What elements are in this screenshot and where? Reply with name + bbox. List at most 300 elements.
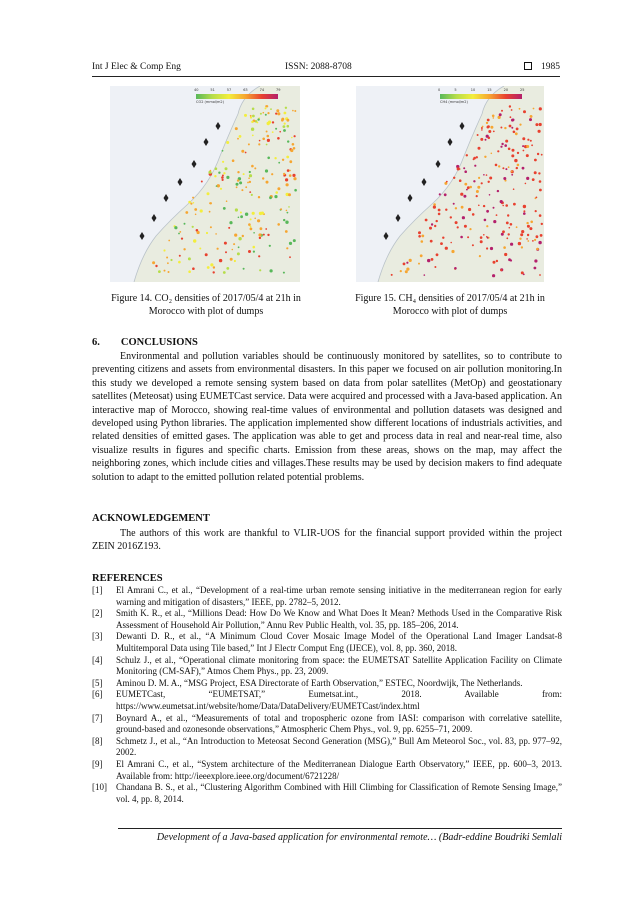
measurement-point <box>511 127 513 129</box>
measurement-point <box>459 179 462 182</box>
measurement-point <box>538 172 540 174</box>
measurement-point <box>285 230 288 233</box>
measurement-point <box>254 218 256 220</box>
figure-14-caption: Figure 14. CO₂ densities of 2017/05/4 at 21h in Morocco with plot of dumps <box>111 293 301 317</box>
measurement-point <box>245 152 247 154</box>
measurement-point <box>476 190 479 193</box>
measurement-point <box>238 237 241 240</box>
measurement-point <box>275 113 277 115</box>
measurement-point <box>526 177 529 180</box>
measurement-point <box>259 269 261 271</box>
measurement-point <box>534 159 537 162</box>
measurement-point <box>210 263 213 266</box>
references-heading: REFERENCES <box>92 573 163 584</box>
measurement-point <box>222 161 224 163</box>
measurement-point <box>518 242 521 245</box>
scale-tick-label: 63 <box>243 88 248 92</box>
measurement-point <box>261 212 264 215</box>
measurement-point <box>479 255 481 257</box>
scale-tick-label: 10 <box>470 88 476 92</box>
scale-tick-label: 51 <box>210 88 215 92</box>
measurement-point <box>425 219 428 222</box>
measurement-point <box>481 182 483 184</box>
measurement-point <box>237 252 240 255</box>
measurement-point <box>188 270 191 273</box>
reference-text: Schmetz J., et al., “An Introduction to Meteosat Second Generation (MSG),” Bull Am Meteorol Soc., vol. 83, pp. 977–92, 2002. <box>116 735 562 758</box>
measurement-point <box>252 212 255 215</box>
journal-name: Int J Elec & Comp Eng <box>92 62 181 72</box>
measurement-point <box>225 251 227 253</box>
measurement-point <box>474 165 476 167</box>
scale-tick-label: 74 <box>259 88 265 92</box>
measurement-point <box>166 257 168 259</box>
measurement-point <box>538 130 541 133</box>
measurement-point <box>270 269 273 272</box>
measurement-point <box>234 260 236 262</box>
measurement-point <box>508 148 511 151</box>
measurement-point <box>244 114 247 117</box>
measurement-point <box>517 152 519 154</box>
measurement-point <box>274 195 277 198</box>
measurement-point <box>431 258 434 261</box>
measurement-point <box>251 165 254 168</box>
measurement-point <box>480 240 483 243</box>
measurement-point <box>502 230 505 233</box>
measurement-point <box>266 181 269 184</box>
measurement-point <box>433 206 436 209</box>
measurement-point <box>510 243 513 246</box>
measurement-point <box>230 258 233 261</box>
measurement-point <box>513 188 515 190</box>
measurement-point <box>274 157 276 159</box>
measurement-point <box>249 174 252 177</box>
measurement-point <box>420 254 423 257</box>
measurement-point <box>271 173 273 175</box>
measurement-point <box>241 150 244 153</box>
measurement-point <box>429 227 432 230</box>
measurement-point <box>277 223 280 226</box>
measurement-point <box>168 240 170 242</box>
measurement-point <box>418 235 421 238</box>
measurement-point <box>522 137 525 140</box>
measurement-point <box>472 244 474 246</box>
measurement-point <box>492 274 495 277</box>
measurement-point <box>278 162 280 164</box>
measurement-point <box>391 274 393 276</box>
measurement-point <box>502 167 504 169</box>
measurement-point <box>259 140 261 142</box>
measurement-point <box>265 105 267 107</box>
measurement-point <box>490 247 493 250</box>
measurement-point <box>192 267 195 270</box>
measurement-point <box>192 226 194 228</box>
measurement-point <box>457 226 459 228</box>
measurement-point <box>193 239 196 242</box>
measurement-point <box>434 266 436 268</box>
measurement-point <box>260 227 263 230</box>
measurement-point <box>266 144 268 146</box>
measurement-point <box>222 175 224 177</box>
measurement-point <box>254 167 256 169</box>
measurement-point <box>289 174 292 177</box>
measurement-point <box>486 236 488 238</box>
measurement-point <box>268 121 271 124</box>
measurement-point <box>541 223 543 225</box>
measurement-point <box>193 202 195 204</box>
measurement-point <box>192 197 194 199</box>
measurement-point <box>232 249 234 251</box>
measurement-point <box>235 127 238 130</box>
reference-number: [5] <box>92 677 103 688</box>
measurement-point <box>430 240 433 243</box>
measurement-point <box>498 165 500 167</box>
measurement-point <box>275 191 278 194</box>
measurement-point <box>539 189 542 192</box>
reference-number: [6] <box>92 689 103 700</box>
measurement-point <box>277 137 280 140</box>
measurement-point <box>213 266 215 268</box>
measurement-point <box>284 112 287 115</box>
measurement-point <box>253 232 255 234</box>
references-list <box>92 585 562 805</box>
measurement-point <box>267 234 269 236</box>
measurement-point <box>243 268 245 270</box>
reference-text: Schulz J., et al., “Operational climate monitoring from space: the EUMETSAT Satellite Application Facility on Climate Monitoring (CM-SAF),” Atmos Chem Phys., pp. 23, 2009. <box>116 654 562 677</box>
measurement-point <box>486 210 489 213</box>
measurement-point <box>478 205 480 207</box>
measurement-point <box>269 196 272 199</box>
reference-number: [3] <box>92 631 103 642</box>
measurement-point <box>533 108 535 110</box>
measurement-point <box>530 221 533 224</box>
measurement-point <box>179 231 181 233</box>
measurement-point <box>285 221 288 224</box>
measurement-point <box>509 227 511 229</box>
reference-number: [9] <box>92 758 103 769</box>
measurement-point <box>276 109 279 112</box>
measurement-point <box>226 176 229 179</box>
measurement-point <box>495 164 498 167</box>
measurement-point <box>292 110 294 112</box>
measurement-point <box>288 193 291 196</box>
reference-number: [7] <box>92 712 103 723</box>
measurement-point <box>519 238 521 240</box>
measurement-point <box>252 108 255 111</box>
reference-number: [4] <box>92 654 103 665</box>
measurement-point <box>248 250 251 253</box>
measurement-point <box>462 216 465 219</box>
measurement-point <box>487 125 490 128</box>
reference-text: Chandana B. S., et al., “Clustering Algorithm Combined with Hill Climbing for Classification of Remote Sensing Image,” vol. 4, pp. 8, 2014. <box>116 782 562 804</box>
measurement-point <box>454 267 457 270</box>
measurement-point <box>170 259 172 261</box>
measurement-point <box>406 268 409 271</box>
measurement-point <box>287 140 289 142</box>
measurement-point <box>279 131 281 133</box>
measurement-point <box>489 194 491 196</box>
measurement-point <box>468 208 471 211</box>
map-svg <box>356 86 544 282</box>
measurement-point <box>258 196 260 198</box>
measurement-point <box>252 115 255 118</box>
measurement-point <box>400 270 402 272</box>
measurement-point <box>226 267 229 270</box>
measurement-point <box>282 159 284 161</box>
measurement-point <box>431 223 433 225</box>
measurement-point <box>450 216 452 218</box>
measurement-point <box>257 219 260 222</box>
measurement-point <box>293 147 296 150</box>
measurement-point <box>238 246 240 248</box>
measurement-point <box>257 118 259 120</box>
reference-text: Smith K. R., et al., “Millions Dead: How Do We Know and What Does It Mean? Methods Used in the Comparative Risk Assessment of Household Air Pollution,” Annu Rev Public Health, vol. 35, pp. 185–206, 2014. <box>116 608 562 630</box>
measurement-point <box>294 189 297 192</box>
measurement-point <box>289 160 292 163</box>
reference-item <box>92 782 562 805</box>
acknowledgement-heading: ACKNOWLEDGEMENT <box>92 513 210 524</box>
reference-item <box>92 608 562 631</box>
measurement-point <box>220 188 222 190</box>
measurement-point <box>531 144 533 146</box>
measurement-point <box>526 154 529 157</box>
measurement-point <box>233 243 235 245</box>
measurement-point <box>226 200 228 202</box>
reference-text: El Amrani C., et al., “System architecture of the Mediterranean Dialogue Earth Observatory,” IEEE, pp. 600–3, 2013. Available from: http://ieeexplore.ieee.org/document/6721228/ <box>116 758 562 781</box>
measurement-point <box>293 177 296 180</box>
measurement-point <box>250 115 252 117</box>
measurement-point <box>240 215 243 218</box>
measurement-point <box>234 234 237 237</box>
measurement-point <box>527 225 530 228</box>
measurement-point <box>267 135 270 138</box>
measurement-point <box>179 255 181 257</box>
measurement-point <box>164 270 166 272</box>
measurement-point <box>267 139 270 142</box>
measurement-point <box>461 206 464 209</box>
page-number-group <box>524 62 560 72</box>
measurement-point <box>463 195 466 198</box>
reference-text: EUMETCast, “EUMETSAT,” Eumetsat.int., 2018. Available from: https://www.eumetsat.int/website/home/Data/DataDelivery/EUMETCast/index.html <box>116 689 562 711</box>
measurement-point <box>534 267 537 270</box>
measurement-point <box>503 246 506 249</box>
measurement-point <box>502 205 504 207</box>
measurement-point <box>493 117 495 119</box>
measurement-point <box>480 236 483 239</box>
measurement-point <box>197 231 200 234</box>
measurement-point <box>527 240 529 242</box>
measurement-point <box>215 233 217 235</box>
measurement-point <box>527 234 529 236</box>
measurement-point <box>292 143 295 146</box>
measurement-point <box>527 139 529 141</box>
footer-rule <box>118 828 562 829</box>
measurement-point <box>523 205 526 208</box>
measurement-point <box>286 183 289 186</box>
measurement-point <box>210 226 212 228</box>
scale-tick-label: 5 <box>454 88 457 92</box>
measurement-point <box>517 164 520 167</box>
measurement-point <box>250 218 252 220</box>
measurement-point <box>287 119 290 122</box>
measurement-point <box>484 219 487 222</box>
measurement-point <box>526 145 529 148</box>
measurement-point <box>281 119 284 122</box>
measurement-point <box>260 113 262 115</box>
measurement-point <box>289 256 291 258</box>
measurement-point <box>507 214 509 216</box>
measurement-point <box>501 110 503 112</box>
measurement-point <box>463 167 465 169</box>
measurement-point <box>444 193 447 196</box>
measurement-point <box>210 202 212 204</box>
measurement-point <box>178 233 180 235</box>
measurement-point <box>476 195 478 197</box>
measurement-point <box>262 177 264 179</box>
measurement-point <box>207 266 210 269</box>
measurement-point <box>266 131 268 133</box>
measurement-point <box>460 236 463 239</box>
measurement-point <box>519 124 521 126</box>
measurement-point <box>467 236 469 238</box>
conclusions-heading: 6. CONCLUSIONS <box>92 337 198 348</box>
measurement-point <box>239 181 242 184</box>
measurement-point <box>539 123 542 126</box>
measurement-point <box>183 248 185 250</box>
measurement-point <box>509 105 511 107</box>
measurement-point <box>270 108 272 110</box>
measurement-point <box>250 228 253 231</box>
co2-scale-unit: CO2 (mmol/m2) <box>196 100 225 104</box>
measurement-point <box>455 207 457 209</box>
measurement-point <box>267 112 269 114</box>
measurement-point <box>499 113 502 116</box>
measurement-point <box>455 221 458 224</box>
scale-tick-label: 57 <box>226 88 232 92</box>
measurement-point <box>493 207 495 209</box>
measurement-point <box>237 171 239 173</box>
measurement-point <box>285 107 287 109</box>
measurement-point <box>526 238 528 240</box>
reference-text: Aminou D. M. A., “MSG Project, ESA Directorate of Earth Observation,” ESTEC, Noordwijk, The Netherlands. <box>116 677 523 688</box>
measurement-point <box>251 194 253 196</box>
measurement-point <box>501 233 504 236</box>
measurement-point <box>488 130 491 133</box>
ch4-density-map <box>356 86 544 282</box>
measurement-point <box>467 186 470 189</box>
measurement-point <box>242 235 244 237</box>
measurement-point <box>539 107 542 110</box>
ch4-color-scale <box>440 94 522 99</box>
measurement-point <box>289 170 291 172</box>
measurement-point <box>194 208 197 211</box>
measurement-point <box>445 209 447 211</box>
measurement-point <box>446 181 448 183</box>
measurement-point <box>265 107 267 109</box>
measurement-point <box>519 108 521 110</box>
measurement-point <box>541 154 543 156</box>
measurement-point <box>484 156 486 158</box>
measurement-point <box>500 127 502 129</box>
measurement-point <box>215 167 218 170</box>
measurement-point <box>504 144 507 147</box>
measurement-point <box>434 225 436 227</box>
measurement-point <box>436 253 439 256</box>
reference-number: [8] <box>92 735 103 746</box>
measurement-point <box>251 121 253 123</box>
conclusions-paragraph: Environmental and pollution variables should be continuously monitored by satellites, so to contribute to preventing citizens and assets from environmental disasters. In this paper we focused on air pollution monitoring.In this study we developed a remote sensing system based on data from polar satellites (MetOp) and geostationary satellites (Meteosat) using EUMETCast service. Data were acquired and processed with a Java-based application. An interactive map of Morocco, showing real-time values of environmental and pollution datasets was designed and developed using Python libraries. The application implemented show different locations of industrials activities, and related densities of emitted gases. The application was able to get and process data in real and near-real time, also visualize results in figures and specific charts. Emission from these areas, shows on the map, may affect the neighboring zones, which include cities and villages.These results may be used by decision makers to find adequate solution to adapt to the emitted pollution related potential problems. <box>92 351 562 483</box>
measurement-point <box>523 210 525 212</box>
measurement-point <box>523 150 525 152</box>
measurement-point <box>469 228 471 230</box>
measurement-point <box>511 171 513 173</box>
measurement-point <box>181 238 183 240</box>
acknowledgement-paragraph: The authors of this work are thankful to VLIR-UOS for the financial support provided within the project ZEIN 2016Z193. <box>92 528 562 553</box>
measurement-point <box>184 223 186 225</box>
reference-text: Dewanti D. R., et al., “A Minimum Cloud Cover Mosaic Image Model of the Operational Land Imager Landsat-8 Multitemporal Data using Tile based,” Int J Electr Comput Eng (IJECE), vol. 8, pp. 360, 2018. <box>116 631 562 653</box>
measurement-point <box>245 186 247 188</box>
measurement-point <box>263 234 265 236</box>
measurement-point <box>473 180 475 182</box>
measurement-point <box>168 271 170 273</box>
measurement-point <box>516 167 518 169</box>
measurement-point <box>283 175 285 177</box>
measurement-point <box>235 208 238 211</box>
measurement-point <box>205 253 208 256</box>
measurement-point <box>504 127 506 129</box>
measurement-point <box>511 154 514 157</box>
measurement-point <box>539 214 542 217</box>
measurement-point <box>263 112 265 114</box>
measurement-point <box>219 259 222 262</box>
measurement-point <box>223 271 226 274</box>
measurement-point <box>540 234 543 237</box>
measurement-point <box>477 186 480 189</box>
measurement-point <box>532 240 534 242</box>
measurement-point <box>512 149 515 152</box>
measurement-point <box>240 212 242 214</box>
measurement-point <box>258 143 260 145</box>
measurement-point <box>496 260 498 262</box>
figure-15-caption: Figure 15. CH₄ densities of 2017/05/4 at 21h in Morocco with plot of dumps <box>355 293 545 317</box>
measurement-point <box>511 109 513 111</box>
reference-item <box>92 585 562 608</box>
measurement-point <box>418 263 420 265</box>
scale-tick-label: 25 <box>520 88 525 92</box>
measurement-point <box>508 166 510 168</box>
measurement-point <box>283 125 286 128</box>
measurement-point <box>438 209 441 212</box>
measurement-point <box>236 186 238 188</box>
measurement-point <box>200 209 203 212</box>
reference-number: [10] <box>92 782 107 793</box>
measurement-point <box>210 170 212 172</box>
measurement-point <box>286 210 288 212</box>
measurement-point <box>243 173 245 175</box>
measurement-point <box>248 143 250 145</box>
measurement-point <box>249 181 251 183</box>
map-svg <box>110 86 300 282</box>
measurement-point <box>262 138 265 141</box>
measurement-point <box>250 226 252 228</box>
measurement-point <box>259 237 261 239</box>
measurement-point <box>209 211 211 213</box>
measurement-point <box>486 122 488 124</box>
measurement-point <box>535 210 537 212</box>
measurement-point <box>516 128 519 131</box>
measurement-point <box>222 179 224 181</box>
measurement-point <box>247 182 249 184</box>
measurement-point <box>469 186 472 189</box>
